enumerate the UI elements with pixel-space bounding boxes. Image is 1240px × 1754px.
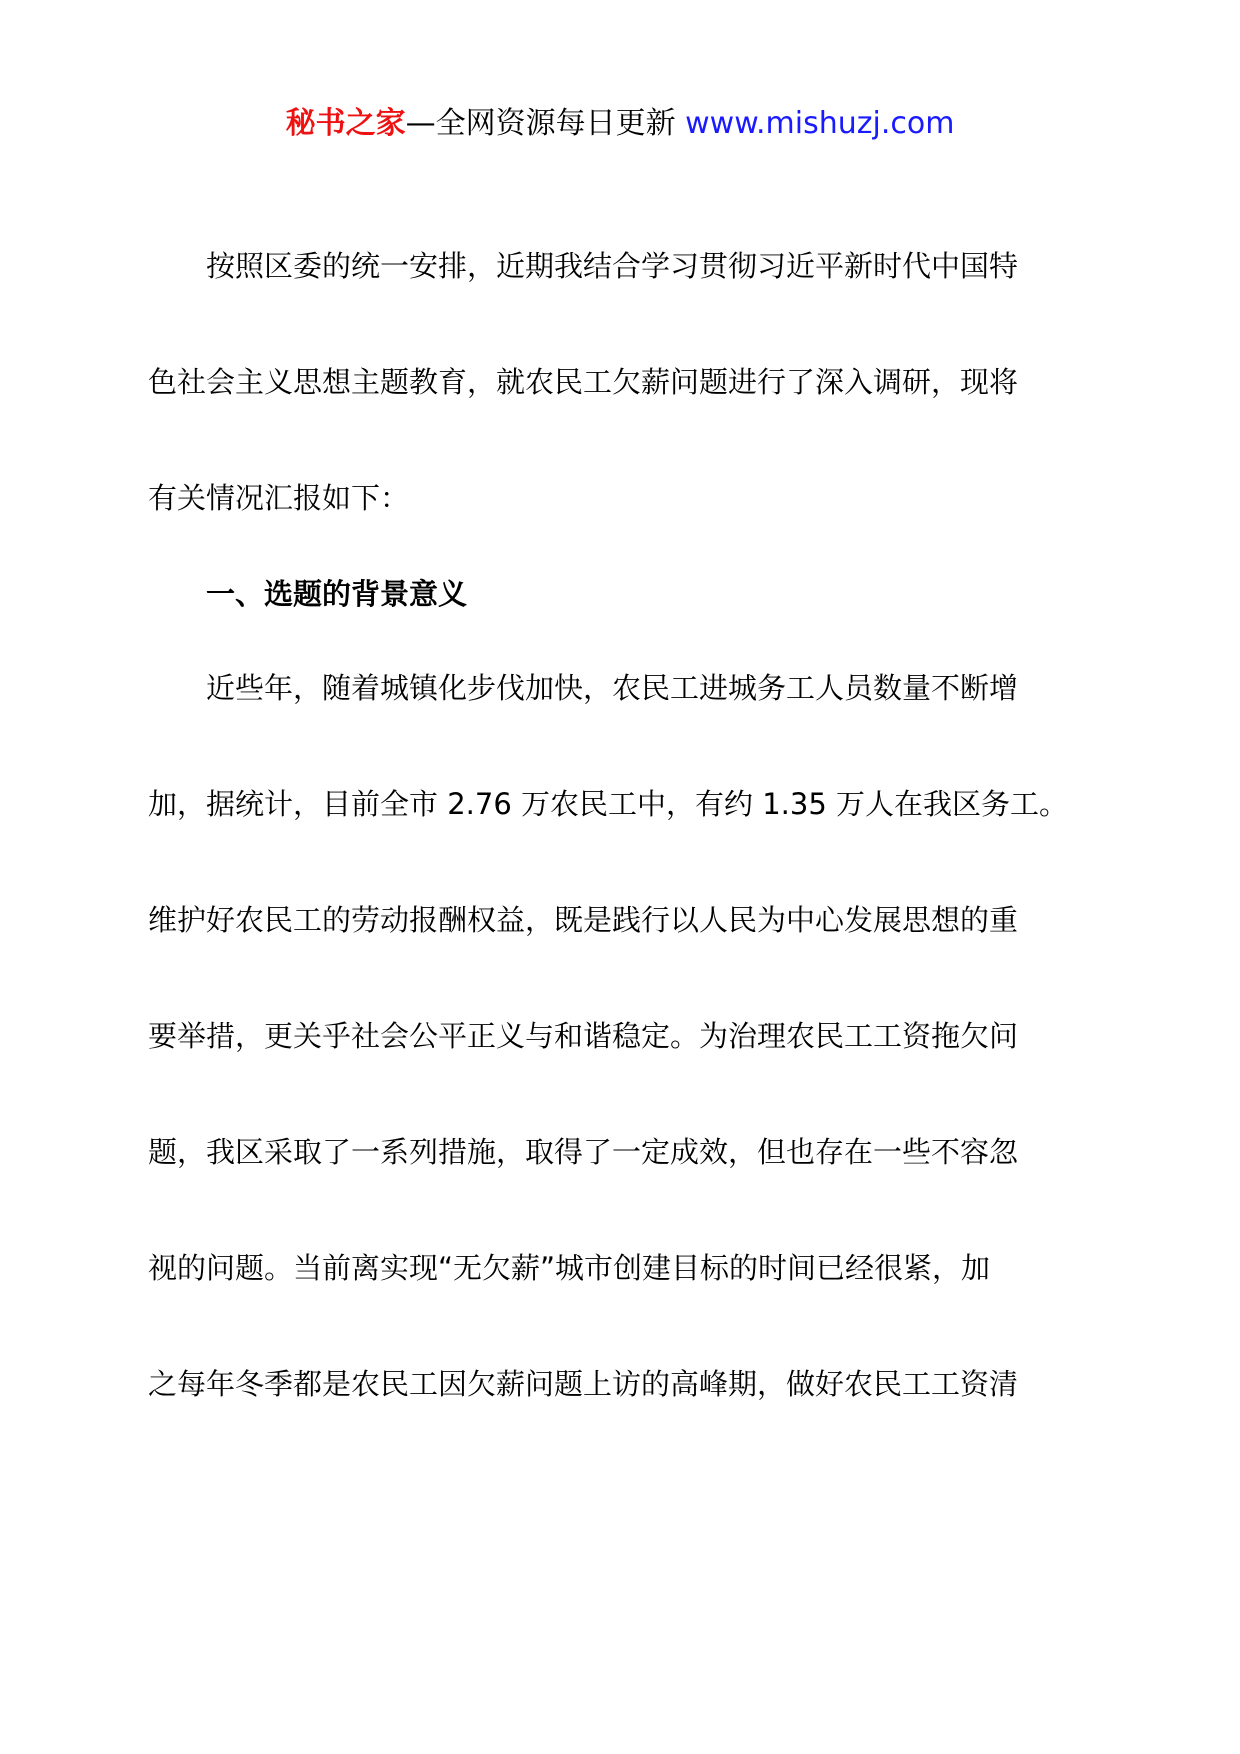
site-tagline: —全网资源每日更新 bbox=[405, 106, 686, 141]
paragraph-line: 加，据统计，目前全市 2.76 万农民工中，有约 1.35 万人在我区务工。 bbox=[148, 787, 1069, 821]
site-brand: 秘书之家 bbox=[285, 106, 406, 141]
paragraph-line: 近些年，随着城镇化步伐加快，农民工进城务工人员数量不断增 bbox=[206, 671, 1019, 705]
paragraph-line: 要举措，更关乎社会公平正义与和谐稳定。为治理农民工工资拖欠问 bbox=[148, 1019, 1019, 1053]
site-url-link[interactable]: www.mishuzj.com bbox=[685, 106, 955, 141]
paragraph-line: 按照区委的统一安排，近期我结合学习贯彻习近平新时代中国特 bbox=[206, 249, 1019, 283]
section-heading: 一、选题的背景意义 bbox=[206, 577, 468, 611]
paragraph-line: 题，我区采取了一系列措施，取得了一定成效，但也存在一些不容忽 bbox=[148, 1135, 1019, 1169]
paragraph-line: 有关情况汇报如下： bbox=[148, 481, 410, 515]
paragraph-line: 色社会主义思想主题教育，就农民工欠薪问题进行了深入调研，现将 bbox=[148, 365, 1019, 399]
paragraph-line: 维护好农民工的劳动报酬权益，既是践行以人民为中心发展思想的重 bbox=[148, 903, 1019, 937]
paragraph-line: 之每年冬季都是农民工因欠薪问题上访的高峰期，做好农民工工资清 bbox=[148, 1367, 1019, 1401]
paragraph-line: 视的问题。当前离实现“无欠薪”城市创建目标的时间已经很紧，加 bbox=[148, 1251, 991, 1285]
site-banner bbox=[0, 100, 1240, 148]
